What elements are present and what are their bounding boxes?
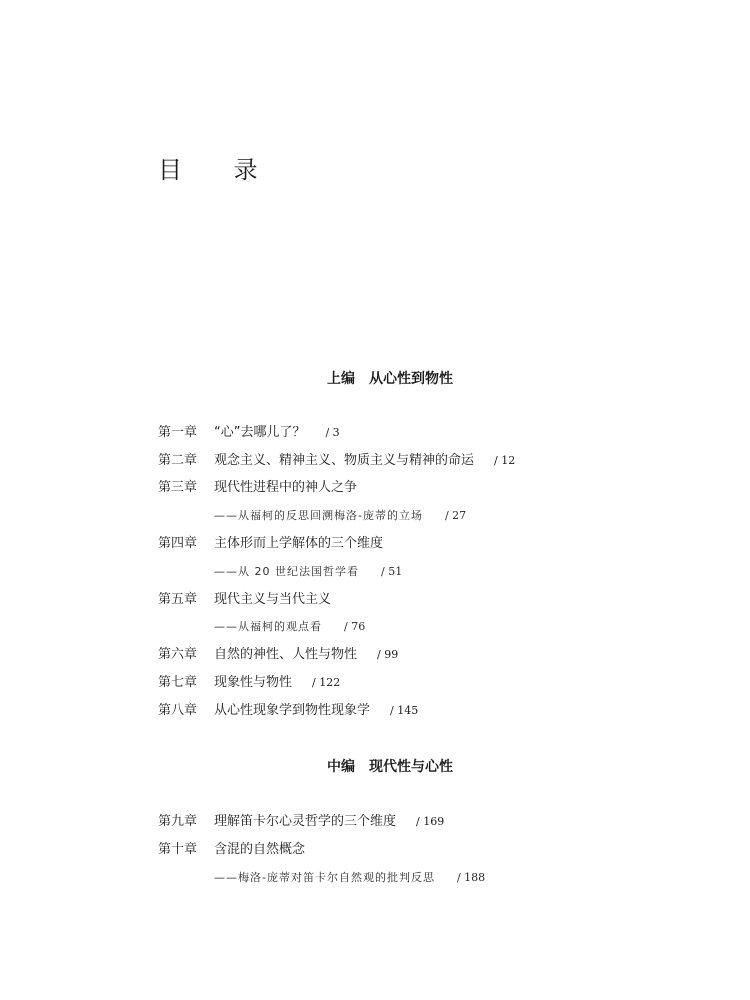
part-heading-middle: 中编 现代性与心性	[327, 759, 453, 775]
chapter-subtitle: ——梅洛-庞蒂对笛卡尔自然观的批判反思	[214, 871, 435, 884]
chapter-number: 第六章	[158, 647, 198, 662]
page-number: / 3	[325, 426, 340, 439]
chapter-number: 第八章	[158, 703, 198, 718]
chapter-subtitle: ——从福柯的反思回溯梅洛-庞蒂的立场	[214, 509, 423, 522]
chapter-title: 从心性现象学到物性现象学	[214, 703, 371, 718]
chapter-number: 第十章	[158, 842, 198, 857]
page-number: / 51	[381, 565, 403, 578]
toc-entry-ch8[interactable]	[158, 701, 418, 721]
toc-subtitle-ch5	[214, 617, 365, 637]
toc-entry-ch9[interactable]	[158, 812, 444, 832]
page-number: / 169	[416, 815, 445, 828]
toc-entry-ch3[interactable]	[158, 478, 357, 498]
chapter-subtitle: ——从福柯的观点看	[214, 620, 322, 633]
page-number: / 76	[344, 620, 366, 633]
part-heading-upper: 上编 从心性到物性	[327, 371, 453, 387]
chapter-title: 现象性与物性	[214, 675, 293, 690]
toc-entry-ch1[interactable]	[158, 423, 340, 443]
chapter-title: 主体形而上学解体的三个维度	[214, 536, 384, 551]
page-number: / 122	[312, 676, 341, 689]
toc-entry-ch10[interactable]	[158, 840, 305, 860]
toc-subtitle-ch3	[214, 506, 466, 526]
toc-entry-ch4[interactable]	[158, 534, 383, 554]
toc-subtitle-ch4	[214, 562, 402, 582]
page-number: / 12	[494, 454, 516, 467]
toc-entry-ch7[interactable]	[158, 673, 340, 693]
chapter-number: 第二章	[158, 453, 198, 468]
page-number: / 188	[456, 871, 486, 884]
chapter-subtitle: ——从 20 世纪法国哲学看	[214, 565, 359, 578]
page-number: / 27	[444, 509, 467, 522]
chapter-number: 第五章	[158, 592, 198, 607]
chapter-title: 理解笛卡尔心灵哲学的三个维度	[214, 814, 397, 829]
toc-entry-ch5[interactable]	[158, 590, 331, 610]
chapter-number: 第一章	[158, 425, 198, 440]
chapter-number: 第七章	[158, 675, 198, 690]
page-number: / 99	[377, 648, 399, 661]
chapter-number: 第四章	[158, 536, 198, 551]
chapter-number: 第九章	[158, 814, 198, 829]
page-number: / 145	[390, 704, 419, 717]
chapter-title: 含混的自然概念	[214, 842, 306, 857]
chapter-number: 第三章	[158, 480, 198, 495]
toc-entry-ch6[interactable]	[158, 645, 398, 665]
chapter-title: “心”去哪儿了？	[214, 425, 306, 440]
chapter-title: 观念主义、精神主义、物质主义与精神的命运	[214, 453, 475, 468]
toc-subtitle-ch10	[214, 868, 485, 888]
chapter-title: 自然的神性、人性与物性	[214, 647, 358, 662]
toc-entry-ch2[interactable]	[158, 451, 515, 471]
chapter-title: 现代性进程中的神人之争	[214, 480, 358, 495]
page-title: 目 录	[158, 156, 280, 184]
chapter-title: 现代主义与当代主义	[214, 592, 332, 607]
